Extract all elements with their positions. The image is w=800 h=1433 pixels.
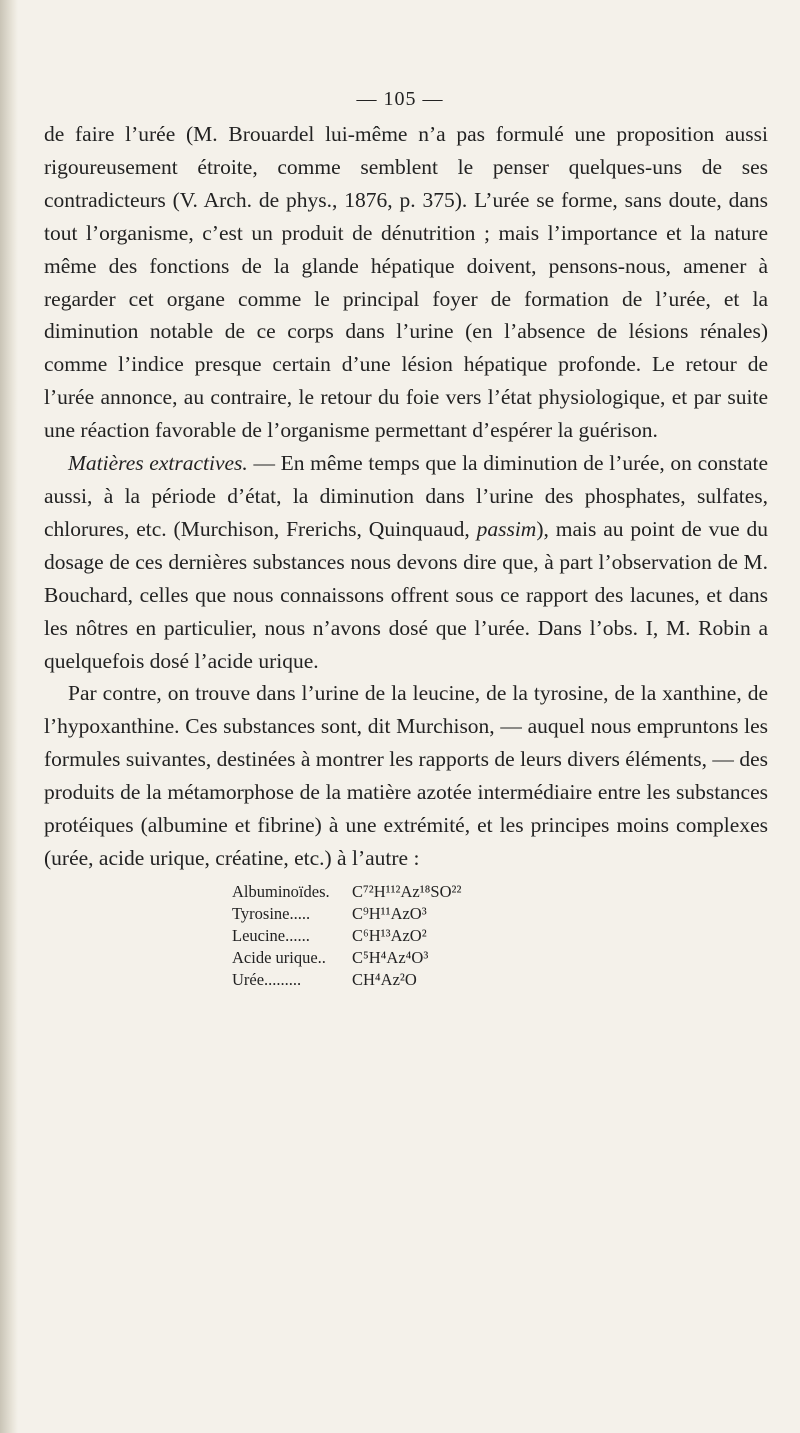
formula-name: Leucine......: [232, 925, 310, 945]
page-number: — 105 —: [356, 88, 444, 110]
formula-row: [232, 947, 461, 969]
paragraph-3: Par contre, on trouve dans l’urine de la leucine, de la tyrosine, de la xanthine, de l’hypoxanthine. Ces substances sont, dit Murchison, — auquel nous empruntons les formules suivantes, destinées à montrer les rapports de leurs divers éléments, — des produits de la métamorphose de la matière azotée intermédiaire entre les substances protéiques (albumine et fibrine) à une extrémité, et les principes moins complexes (urée, acide urique, créatine, etc.) à l’autre :: [44, 681, 768, 870]
paragraph-2: [44, 447, 768, 677]
paragraph-2-passim: passim: [476, 516, 537, 541]
formula-table: [232, 881, 461, 991]
section-heading-matieres-extractives: Matières extractives.: [68, 451, 248, 476]
paragraph-2-text-b: ), mais au point de vue du dosage de ces dernières substances nous devons dire que, à part l’observation de M. Bouchard, celles que nous connaissons offrent sous ce rapport des lacunes, et dans les nôtres en particulier, nous n’avons dosé que l’urée. Dans l’obs. I, M. Robin a quelquefois dosé l’acide urique.: [44, 516, 769, 673]
paragraph-1: de faire l’urée (M. Brouardel lui-même n’a pas formulé une proposition aussi rigoureusement étroite, comme semblent le penser quelques-uns de ses contradicteurs (V. Arch. de phys., 1876, p. 375). L’urée se forme, sans doute, dans tout l’organisme, c’est un produit de dénutrition ; mais l’importance et la nature même des fonctions de la glande hépatique doivent, pensons-nous, amener à regarder cet organe comme le principal foyer de formation de l’urée, et la diminution notable de ce corps dans l’urine (en l’absence de lésions rénales) comme l’indice presque certain d’une lésion hépatique profonde. Le retour de l’urée annonce, au contraire, le retour du foie vers l’état physiologique, et par suite une réaction favorable de l’organisme permettant d’espérer la guérison.: [44, 122, 768, 443]
formula-value: C⁵H⁴Az⁴O³: [352, 947, 429, 967]
page-body: [44, 118, 768, 991]
formula-row: [232, 925, 461, 947]
formula-row: [232, 903, 461, 925]
formula-name: Acide urique..: [232, 947, 326, 967]
formula-value: C⁶H¹³AzO²: [352, 925, 427, 945]
page-binding-edge: [0, 0, 18, 1433]
formula-row: [232, 969, 461, 991]
formula-row: [232, 881, 461, 903]
formula-value: CH⁴Az²O: [352, 969, 417, 989]
formula-value: C⁹H¹¹AzO³: [352, 903, 427, 923]
formula-name: Tyrosine.....: [232, 903, 311, 923]
formula-name: Urée.........: [232, 969, 302, 989]
formula-value: C⁷²H¹¹²Az¹⁸SO²²: [352, 881, 462, 901]
formula-name: Albuminoïdes.: [232, 881, 330, 901]
paragraph-2-text-a: — En même temps que la diminution de l’urée, on constate aussi, à la période d’état, la diminution dans l’urine des phosphates, sulfates, chlorures, etc. (Murchison, Frerichs, Quinquaud,: [44, 451, 769, 541]
